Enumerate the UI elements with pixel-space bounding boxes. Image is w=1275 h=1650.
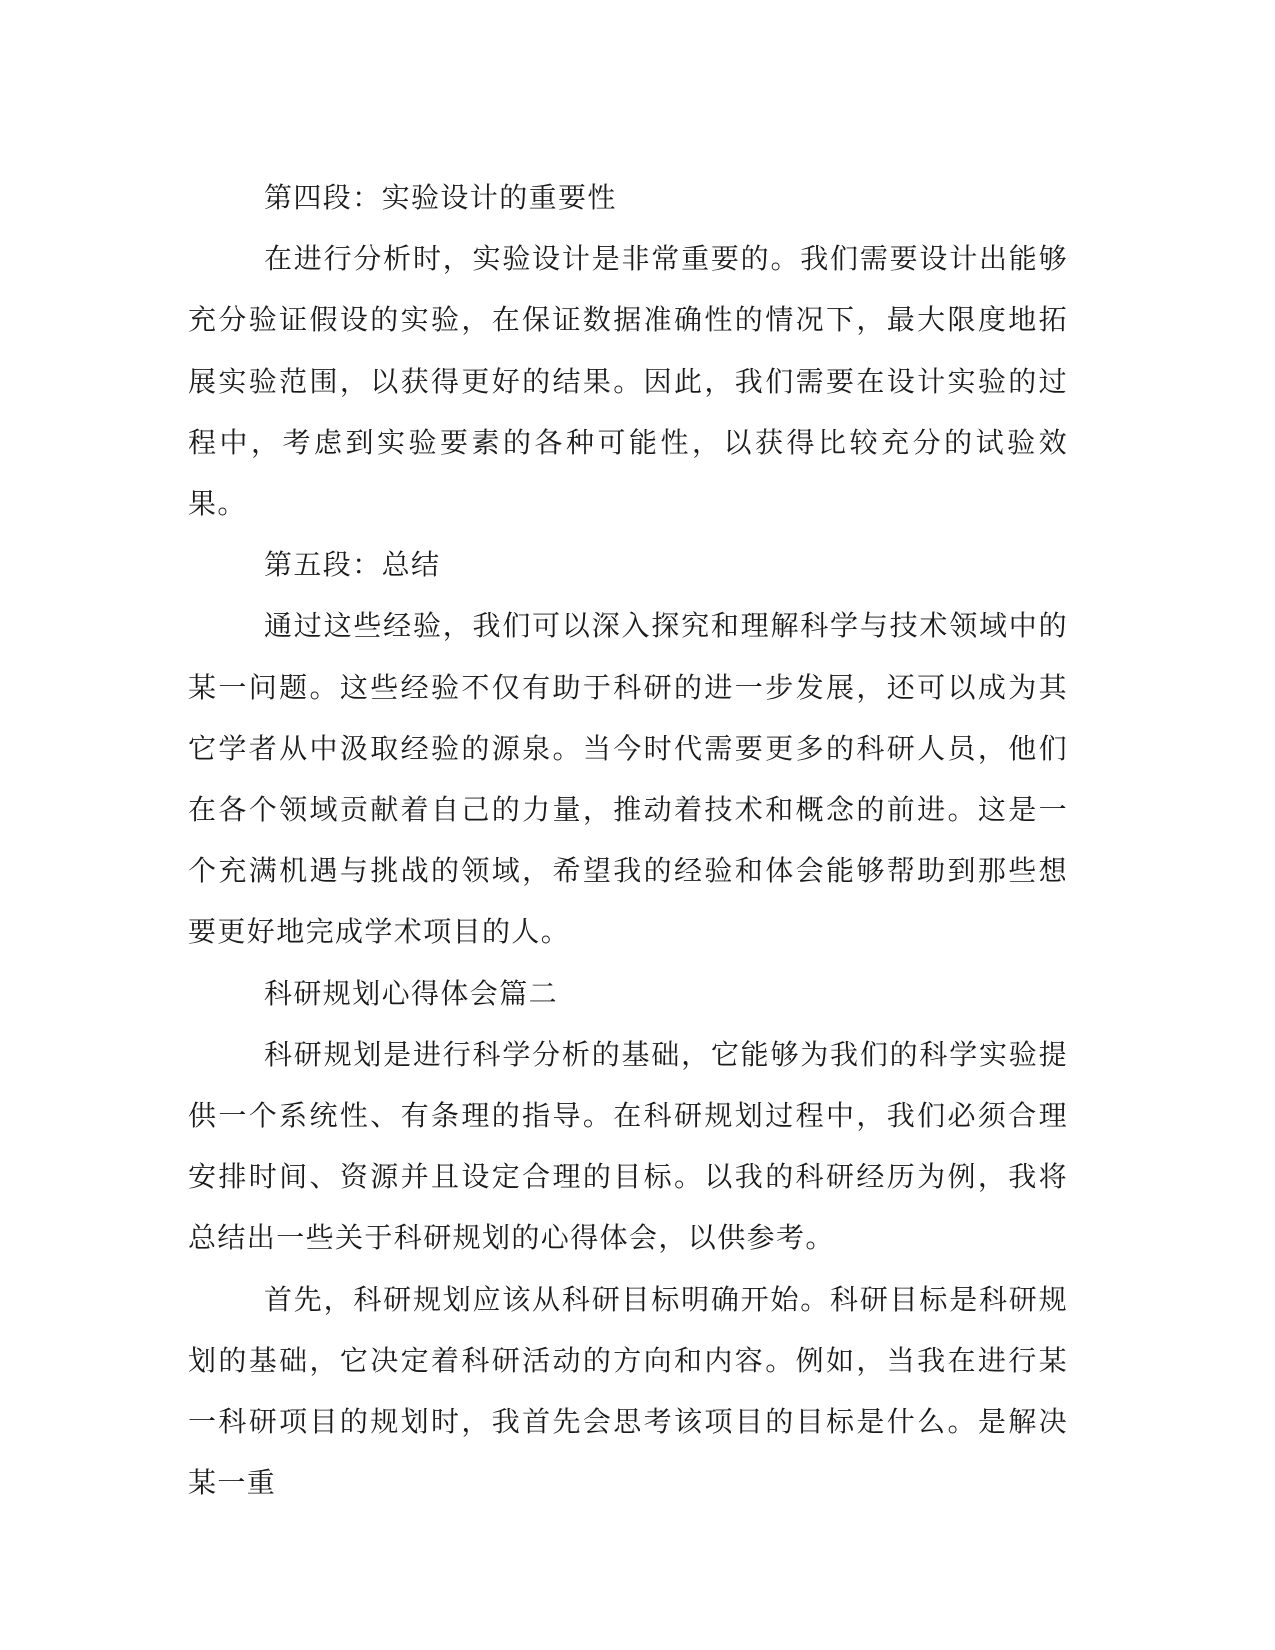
- paragraph-research-planning-intro: 科研规划是进行科学分析的基础，它能够为我们的科学实验提供一个系统性、有条理的指导。在科研规划过程中，我们必须合理安排时间、资源并且设定合理的目标。以我的科研经历为例，我将总结出一些关于科研规划的心得体会，以供参考。: [188, 1037, 1068, 1255]
- paragraph-summary: 通过这些经验，我们可以深入探究和理解科学与技术领域中的某一问题。这些经验不仅有助于科研的进一步发展，还可以成为其它学者从中汲取经验的源泉。当今时代需要更多的科研人员，他们在各个领域贡献着自己的力量，推动着技术和概念的前进。这是一个充满机遇与挑战的领域，希望我的经验和体会能够帮助到那些想要更好地完成学术项目的人。: [188, 609, 1068, 949]
- document-body: [188, 167, 1068, 1513]
- section-heading-4: 第四段：实验设计的重要性: [264, 181, 617, 214]
- section-heading-5: 第五段：总结: [264, 548, 441, 582]
- paragraph-experiment-design: 在进行分析时，实验设计是非常重要的。我们需要设计出能够充分验证假设的实验，在保证数据准确性的情况下，最大限度地拓展实验范围，以获得更好的结果。因此，我们需要在设计实验的过程中，考虑到实验要素的各种可能性，以获得比较充分的试验效果。: [188, 242, 1068, 521]
- paragraph-research-goals: 首先，科研规划应该从科研目标明确开始。科研目标是科研规划的基础，它决定着科研活动的方向和内容。例如，当我在进行某一科研项目的规划时，我首先会思考该项目的目标是什么。是解决某一重: [188, 1282, 1068, 1500]
- article-title-part-2: 科研规划心得体会篇二: [264, 976, 559, 1010]
